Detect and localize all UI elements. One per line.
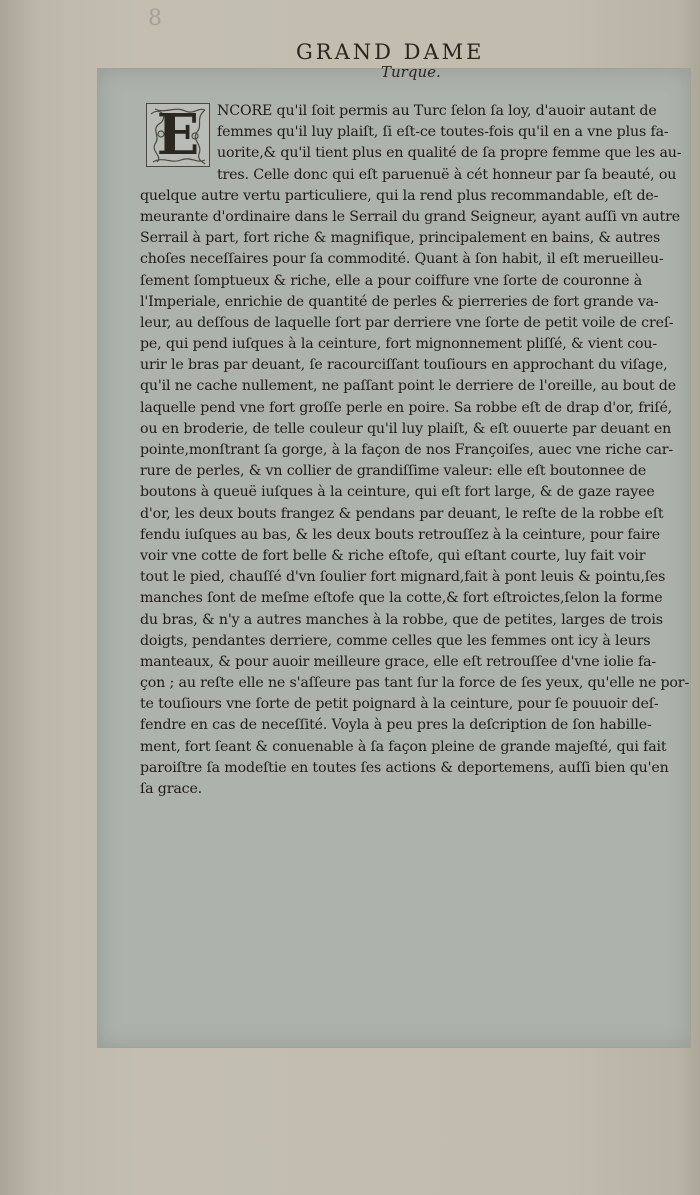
text-line: l'Imperiale, enrichie de quantité de perles & pierreries de fort grande va- xyxy=(140,293,659,310)
subhead: Turque. xyxy=(381,63,441,81)
text-line: manches ſont de meſme eſtofe que la cotte,& fort eſtroictes,ſelon la forme xyxy=(140,590,663,607)
text-line: paroiſtre ſa modeſtie en toutes ſes actions & deportemens, auſſi bien qu'en xyxy=(140,759,669,776)
running-head: GRAND DAME xyxy=(296,40,485,64)
text-line: leur, au deſſous de laquelle ſort par derriere vne ſorte de petit voile de creſ- xyxy=(140,314,674,331)
text-line: fendre en cas de neceſſité. Voyla à peu pres la deſcription de ſon habille- xyxy=(140,717,652,734)
text-line: choſes neceſſaires pour ſa commodité. Quant à ſon habit, il eſt merueilleu- xyxy=(140,251,664,268)
text-line: urir le bras par deuant, ſe racourciſſant touſiours en approchant du viſage, xyxy=(140,357,668,374)
text-line: tres. Celle donc qui eſt paruenuë à cét honneur par ſa beauté, ou xyxy=(217,166,677,183)
text-line: çon ; au reſte elle ne s'aſſeure pas tant ſur la force de ſes yeux, qu'elle ne por- xyxy=(140,675,690,692)
text-line: laquelle pend vne fort groſſe perle en poire. Sa robbe eſt de drap d'or, friſé, xyxy=(140,399,673,416)
text-line: du bras, & n'y a autres manches à la robbe, que de petites, larges de trois xyxy=(140,611,663,628)
text-line: meurante d'ordinaire dans le Serrail du grand Seigneur, ayant auſſi vn autre xyxy=(140,208,680,225)
text-line: ſa grace. xyxy=(140,781,203,797)
text-line: pointe,monſtrant ſa gorge, à la façon de nos Françoiſes, auec vne riche car- xyxy=(140,442,674,458)
text-line: manteaux, & pour auoir meilleure grace, elle eſt retrouſſee d'vne iolie fa- xyxy=(140,653,657,670)
body-text xyxy=(140,101,690,800)
text-line: d'or, les deux bouts frangez & pendans par deuant, le reſte de la robbe eſt xyxy=(140,505,664,522)
text-line: Serrail à part, fort riche & magnifique, principalement en bains, & autres xyxy=(140,230,661,247)
text-line: rure de perles, & vn collier de grandiſſime valeur: elle eſt boutonnee de xyxy=(140,463,647,480)
text-line: uorite,& qu'il tient plus en qualité de ſa propre femme que les au- xyxy=(217,145,682,162)
text-line: femmes qu'il luy plaiſt, ſi eſt-ce toutes-fois qu'il en a vne plus fa- xyxy=(217,124,669,141)
text-line: ou en broderie, de telle couleur qu'il luy plaiſt, & eſt ouuerte par deuant en xyxy=(140,420,672,437)
text-line: fendu iuſques au bas, & les deux bouts retrouſſez à la ceinture, pour faire xyxy=(140,526,661,543)
text-line: qu'il ne cache nullement, ne paſſant point le derriere de l'oreille, au bout de xyxy=(140,378,676,395)
text-line: quelque autre vertu particuliere, qui la rend plus recommandable, eſt de- xyxy=(140,187,659,204)
text-line: doigts, pendantes derriere, comme celles que les femmes ont icy à leurs xyxy=(140,632,651,649)
initial-letter: E xyxy=(156,102,200,168)
text-line: NCORE qu'il ſoit permis au Turc ſelon ſa loy, d'auoir autant de xyxy=(217,103,657,119)
text-line: te touſiours vne ſorte de petit poignard à la ceinture, pour ſe pouuoir deſ- xyxy=(140,696,659,713)
text-line: boutons à queuë iuſques à la ceinture, qui eſt fort large, & de gaze rayee xyxy=(140,484,655,501)
text-line: ment, fort ſeant & conuenable à ſa façon pleine de grande majeſté, qui fait xyxy=(140,738,667,755)
text-line: pe, qui pend iuſques à la ceinture, fort mignonnement pliſſé, & vient cou- xyxy=(140,336,658,353)
text-line: ſement ſomptueux & riche, elle a pour coiffure vne ſorte de couronne à xyxy=(140,272,643,289)
text-line: voir vne cotte de fort belle & riche eſtofe, qui eſtant courte, luy fait voir xyxy=(140,547,646,564)
text-line: tout le pied, chauſſé d'vn ſoulier fort mignard,fait à pont leuis & pointu,ſes xyxy=(140,569,666,586)
folio-number: 8 xyxy=(148,6,162,31)
